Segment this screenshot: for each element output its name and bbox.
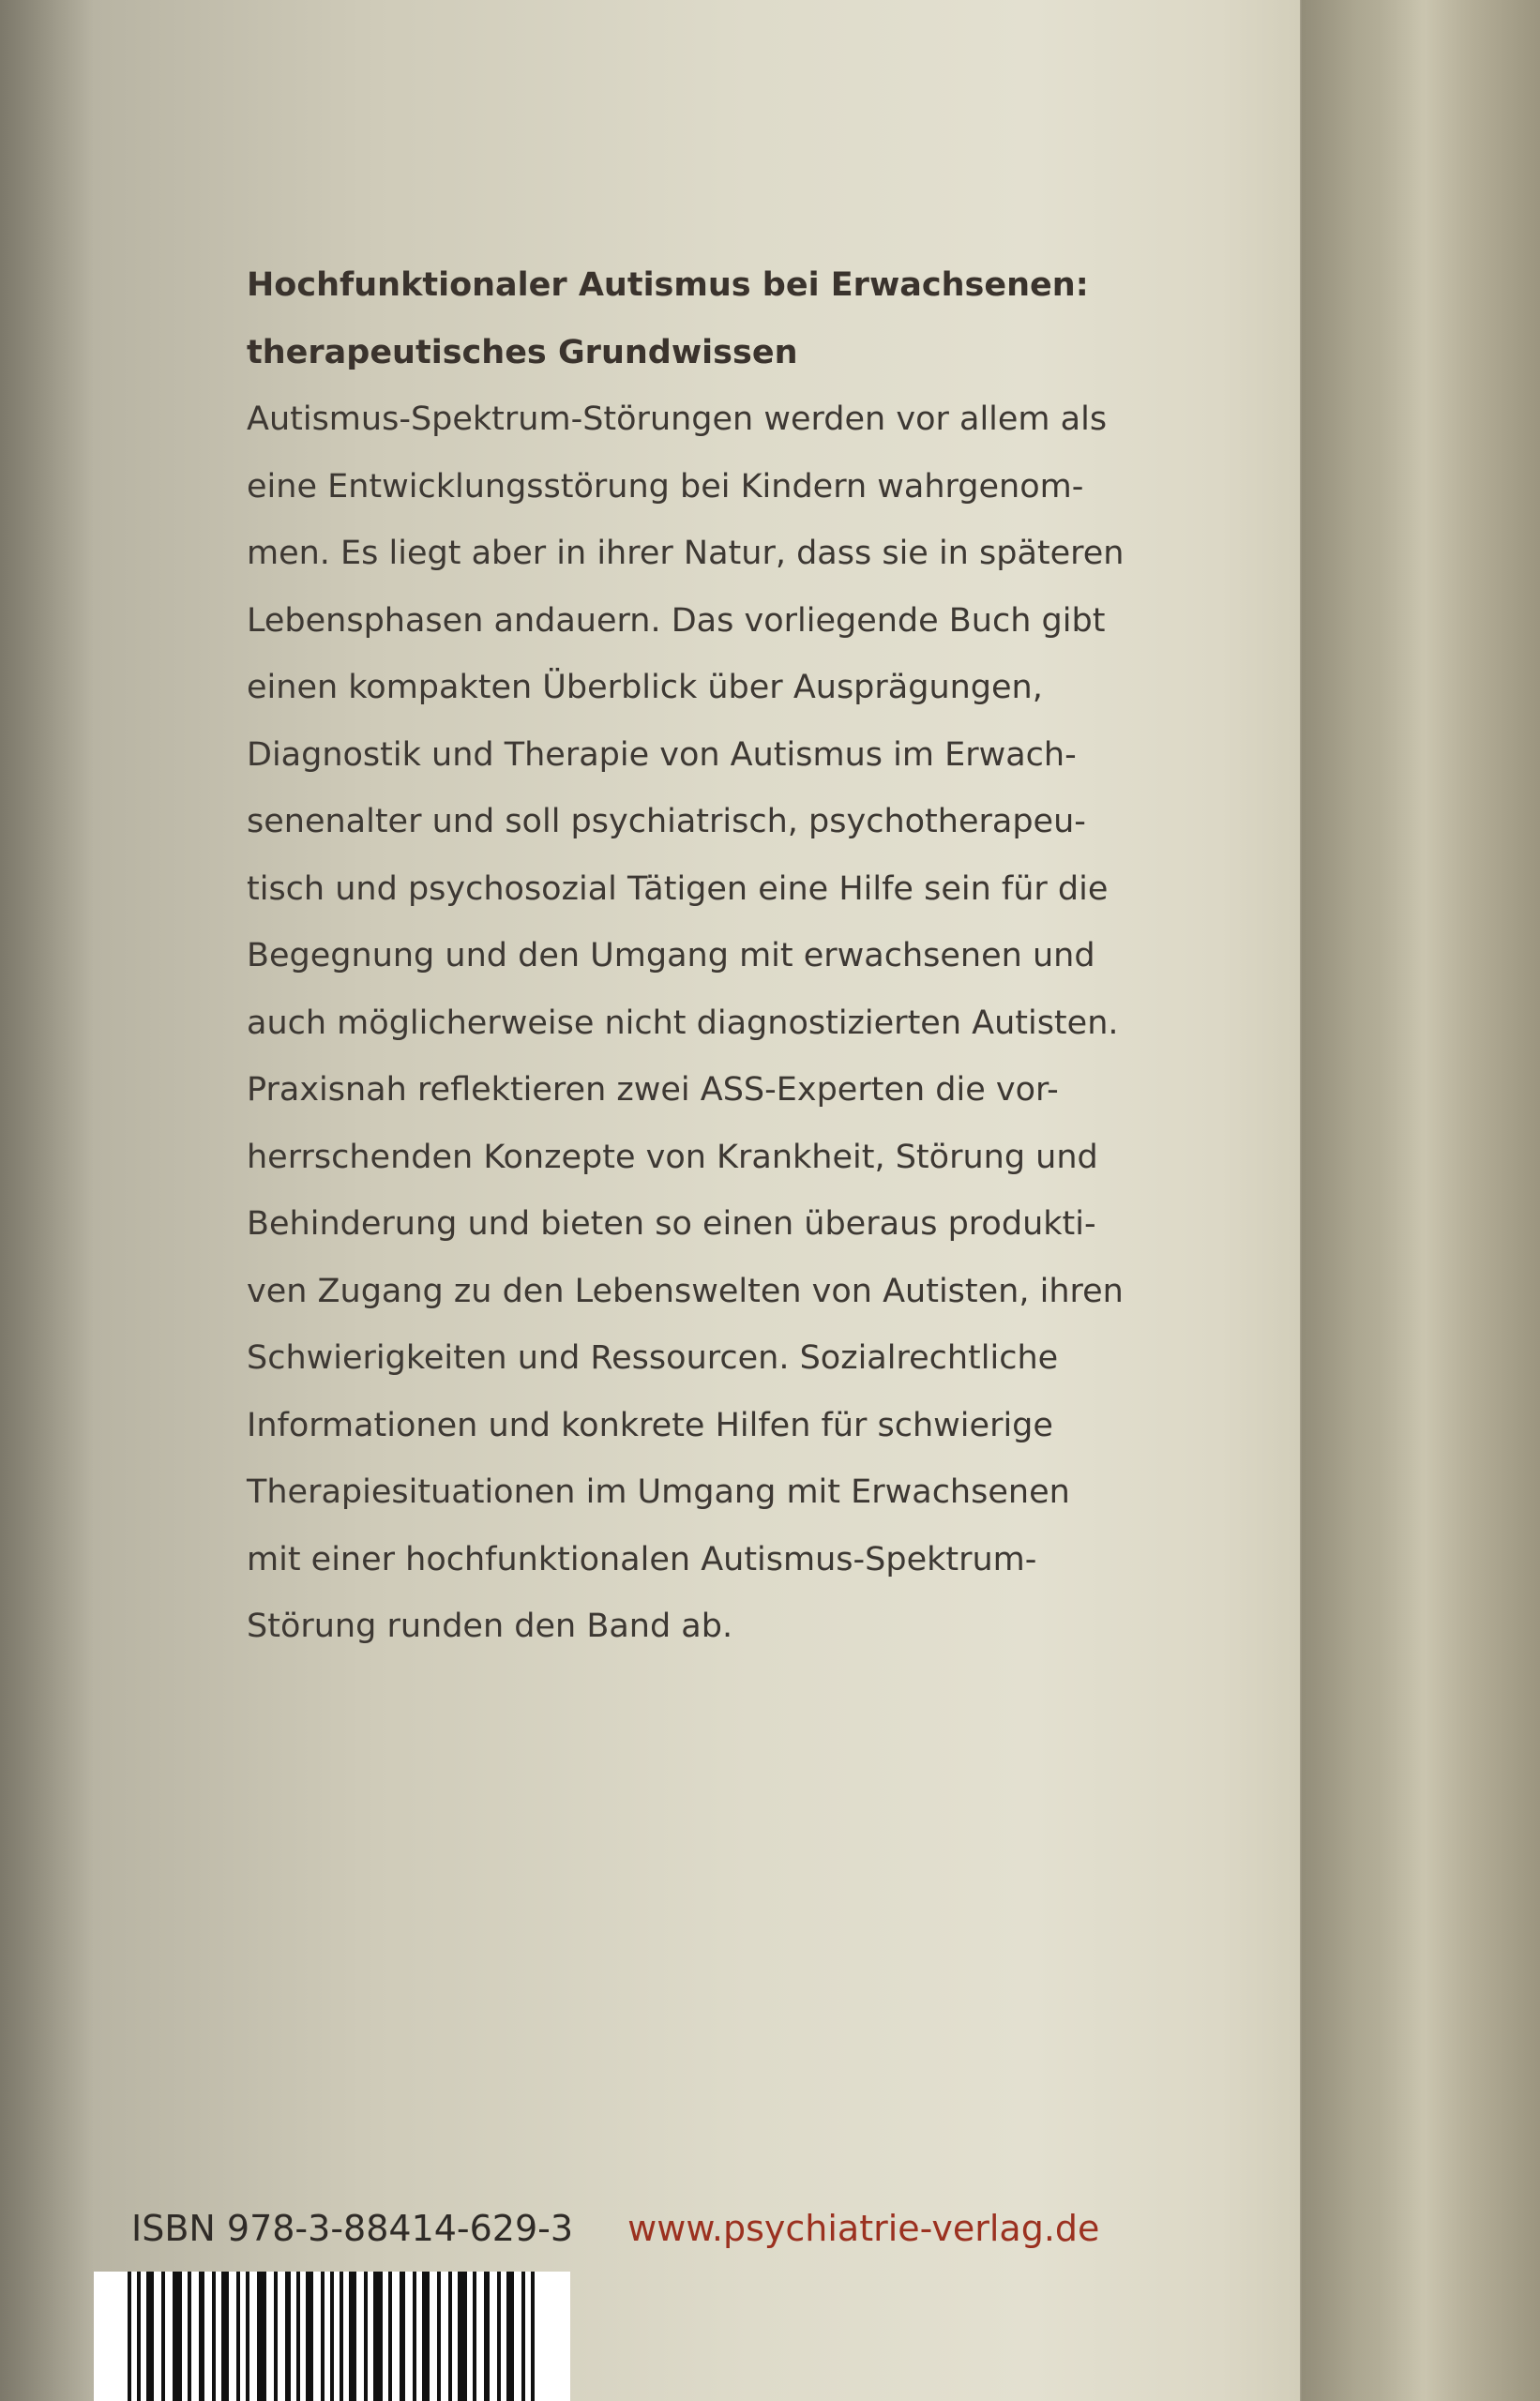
isbn-number: ISBN 978-3-88414-629-3 — [131, 2208, 574, 2249]
blurb-line: Begegnung und den Umgang mit erwachsenen und — [247, 937, 1095, 974]
blurb-line: Autismus-Spektrum-Störungen werden vor allem als — [247, 400, 1108, 438]
barcode — [94, 2272, 570, 2401]
cover-edge-shadow — [0, 0, 94, 2401]
blurb-line: ven Zugang zu den Lebenswelten von Autisten, ihren — [247, 1272, 1124, 1310]
blurb-heading-line-2: therapeutisches Grundwissen — [247, 334, 798, 371]
blurb-line: senenalter und soll psychiatrisch, psychotherapeu- — [247, 803, 1086, 840]
blurb-line: Lebensphasen andauern. Das vorliegende Buch gibt — [247, 601, 1106, 640]
blurb-text-block — [247, 251, 1260, 1661]
cover-fold-band — [1300, 0, 1540, 2401]
blurb-line: herrschenden Konzepte von Krankheit, Störung und — [247, 1138, 1098, 1176]
barcode-graphic — [94, 2272, 570, 2401]
blurb-line: Schwierigkeiten und Ressourcen. Sozialrechtliche — [247, 1339, 1059, 1377]
blurb-line: einen kompakten Überblick über Ausprägungen, — [247, 669, 1043, 706]
isbn-row — [131, 2199, 1099, 2258]
blurb-line: tisch und psychosozial Tätigen eine Hilfe sein für die — [247, 869, 1109, 908]
blurb-line: Praxisnah reflektieren zwei ASS-Experten die vor- — [247, 1071, 1059, 1109]
blurb-line: Informationen und konkrete Hilfen für schwierige — [247, 1406, 1053, 1444]
blurb-line: auch möglicherweise nicht diagnostizierten Autisten. — [247, 1004, 1119, 1042]
blurb-line: Diagnostik und Therapie von Autismus im Erwach- — [247, 735, 1077, 774]
blurb-heading-line-1: Hochfunktionaler Autismus bei Erwachsenen: — [247, 266, 1089, 304]
publisher-website-link[interactable]: www.psychiatrie-verlag.de — [627, 2208, 1100, 2249]
blurb-line: eine Entwicklungsstörung bei Kindern wahrgenom- — [247, 467, 1084, 506]
blurb-line: Störung runden den Band ab. — [247, 1608, 733, 1645]
blurb-line: men. Es liegt aber in ihrer Natur, dass sie in späteren — [247, 535, 1125, 572]
blurb-line: mit einer hochfunktionalen Autismus-Spektrum- — [247, 1540, 1037, 1578]
blurb-line: Behinderung und bieten so einen überaus produkti- — [247, 1205, 1096, 1243]
blurb-line: Therapiesituationen im Umgang mit Erwachsenen — [247, 1473, 1070, 1511]
